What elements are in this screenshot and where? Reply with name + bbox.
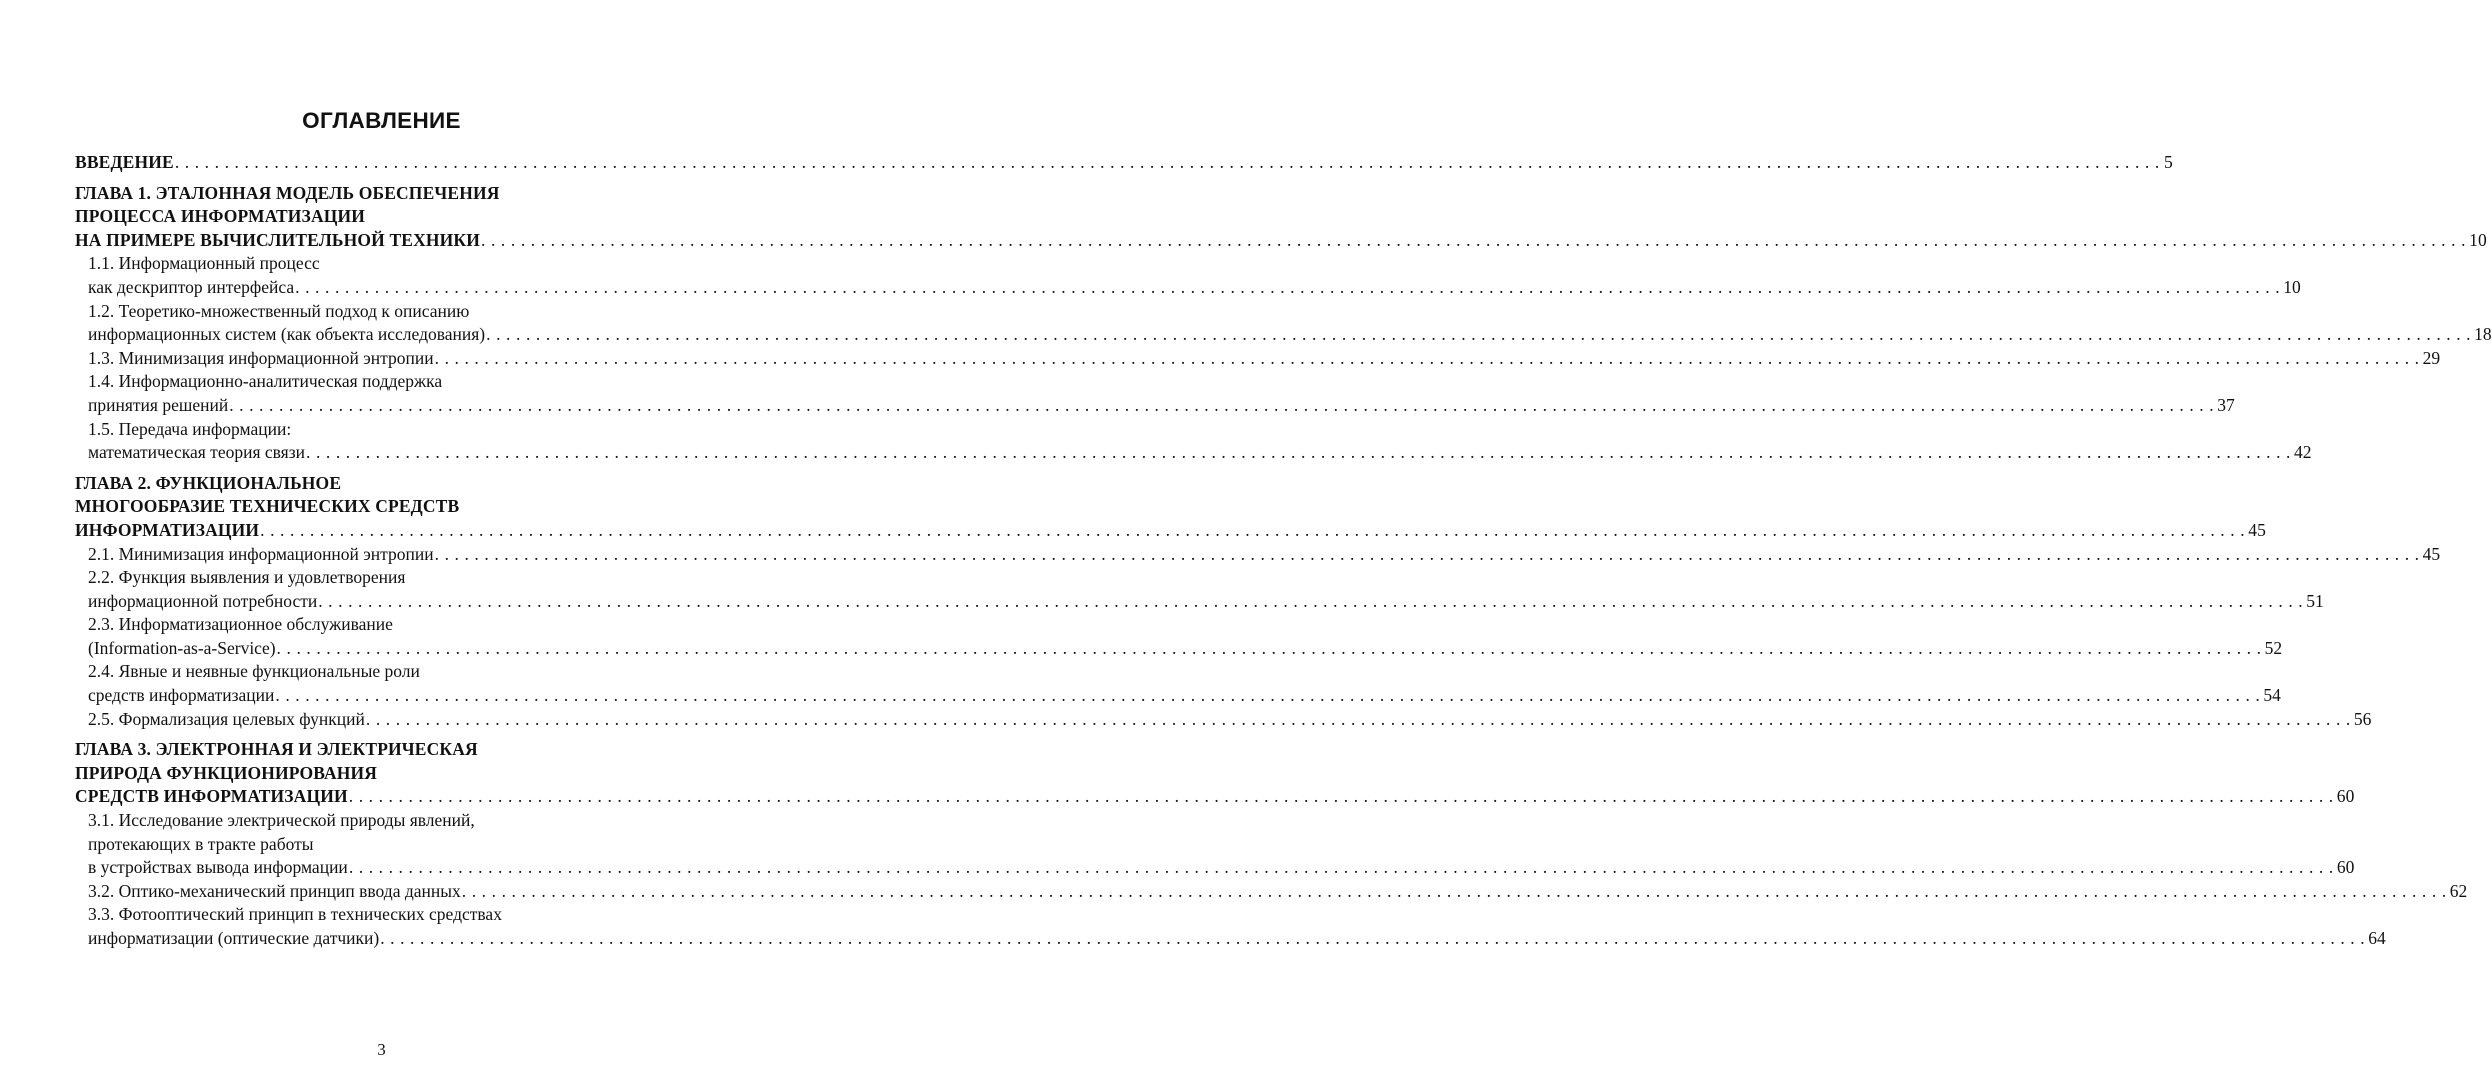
toc-entry-title-line: ПРИРОДА ФУНКЦИОНИРОВАНИЯ bbox=[75, 762, 378, 783]
dot-leader: . . . . . . . . . . . . . . . . . . . . . . . . . . . . . . . . . . . . . . . . . . . . . . . . . . . . . . . . . . . . . . . . . . . . . . . . . . . . . . . . . . . . . . . . . . . . . . . . . . . . . . . . . . . . . . . . . . . . . . . . . . . . . . . . . . . . . . . . . . . . . . . . . . . . . . . . . . . . . . . . . . . . . . . . . . . . . . . . . . . . . . . . . . . . . . . . . . . . . . . . bbox=[486, 324, 2472, 345]
toc-entry-title-text: математическая теория связи bbox=[88, 442, 305, 463]
dot-leader: . . . . . . . . . . . . . . . . . . . . . . . . . . . . . . . . . . . . . . . . . . . . . . . . . . . . . . . . . . . . . . . . . . . . . . . . . . . . . . . . . . . . . . . . . . . . . . . . . . . . . . . . . . . . . . . . . . . . . . . . . . . . . . . . . . . . . . . . . . . . . . . . . . . . . . . . . . . . . . . . . . . . . . . . . . . . . . . . . . . . . . . . . . . . . . . . . . . . . . . . bbox=[348, 786, 2334, 807]
toc-entry-title-line: 3.1. Исследование электрической природы явлений, bbox=[88, 810, 475, 831]
toc-chapter-entry[interactable] bbox=[75, 472, 2266, 543]
page-number: 3 bbox=[377, 1040, 386, 1059]
toc-entry-leader-line bbox=[88, 347, 2441, 371]
dot-leader: . . . . . . . . . . . . . . . . . . . . . . . . . . . . . . . . . . . . . . . . . . . . . . . . . . . . . . . . . . . . . . . . . . . . . . . . . . . . . . . . . . . . . . . . . . . . . . . . . . . . . . . . . . . . . . . . . . . . . . . . . . . . . . . . . . . . . . . . . . . . . . . . . . . . . . . . . . . . . . . . . . . . . . . . . . . . . . . . . . . . . . . . . . . . . . . . . . . . . . . . bbox=[260, 519, 2246, 540]
toc-entry-title-line: 1.5. Передача информации: bbox=[88, 418, 292, 439]
toc-page-number: 45 bbox=[2422, 543, 2441, 564]
toc-entry-title-text: 1.3. Минимизация информационной энтропии bbox=[88, 347, 434, 368]
toc-entry-leader-line bbox=[88, 880, 2468, 904]
toc-page-number: 56 bbox=[2353, 708, 2372, 729]
dot-leader: . . . . . . . . . . . . . . . . . . . . . . . . . . . . . . . . . . . . . . . . . . . . . . . . . . . . . . . . . . . . . . . . . . . . . . . . . . . . . . . . . . . . . . . . . . . . . . . . . . . . . . . . . . . . . . . . . . . . . . . . . . . . . . . . . . . . . . . . . . . . . . . . . . . . . . . . . . . . . . . . . . . . . . . . . . . . . . . . . . . . . . . . . . . . . . . . . . . . . . . . bbox=[434, 347, 2420, 368]
toc-page-number: 5 bbox=[2163, 152, 2173, 172]
toc-entry-leader-line bbox=[88, 323, 2492, 347]
table-of-contents bbox=[75, 151, 2492, 951]
toc-page-number: 51 bbox=[2306, 590, 2324, 611]
toc-page-number: 45 bbox=[2248, 519, 2266, 540]
toc-entry-title-text: средств информатизации bbox=[88, 685, 275, 706]
toc-entry-leader-line bbox=[88, 276, 2301, 300]
toc-chapter-entry[interactable] bbox=[75, 182, 2487, 253]
dot-leader: . . . . . . . . . . . . . . . . . . . . . . . . . . . . . . . . . . . . . . . . . . . . . . . . . . . . . . . . . . . . . . . . . . . . . . . . . . . . . . . . . . . . . . . . . . . . . . . . . . . . . . . . . . . . . . . . . . . . . . . . . . . . . . . . . . . . . . . . . . . . . . . . . . . . . . . . . . . . . . . . . . . . . . . . . . . . . . . . . . . . . . . . . . . . . . . . . . . . . . . . bbox=[348, 857, 2334, 878]
toc-page-number: 60 bbox=[2336, 857, 2355, 878]
toc-section-entry[interactable] bbox=[75, 708, 2372, 732]
toc-entry-title-text: информационных систем (как объекта исследования) bbox=[88, 324, 486, 345]
dot-leader: . . . . . . . . . . . . . . . . . . . . . . . . . . . . . . . . . . . . . . . . . . . . . . . . . . . . . . . . . . . . . . . . . . . . . . . . . . . . . . . . . . . . . . . . . . . . . . . . . . . . . . . . . . . . . . . . . . . . . . . . . . . . . . . . . . . . . . . . . . . . . . . . . . . . . . . . . . . . . . . . . . . . . . . . . . . . . . . . . . . . . . . . . . . . . . . . . . . . . . . . bbox=[481, 229, 2467, 250]
toc-entry-leader-line bbox=[88, 637, 2283, 661]
toc-entry-leader-line bbox=[75, 229, 2487, 253]
toc-entry-title-text: НА ПРИМЕРЕ ВЫЧИСЛИТЕЛЬНОЙ ТЕХНИКИ bbox=[75, 229, 481, 250]
dot-leader: . . . . . . . . . . . . . . . . . . . . . . . . . . . . . . . . . . . . . . . . . . . . . . . . . . . . . . . . . . . . . . . . . . . . . . . . . . . . . . . . . . . . . . . . . . . . . . . . . . . . . . . . . . . . . . . . . . . . . . . . . . . . . . . . . . . . . . . . . . . . . . . . . . . . . . . . . . . . . . . . . . . . . . . . . . . . . . . . . . . . . . . . . . . . . . . . . . . . . . . . bbox=[365, 708, 2351, 729]
toc-page-number: 62 bbox=[2449, 880, 2468, 901]
toc-entry-leader-line bbox=[75, 785, 2355, 809]
toc-entry-title-line: 1.2. Теоретико-множественный подход к описанию bbox=[88, 300, 470, 321]
toc-entry-title-text: как дескриптор интерфейса bbox=[88, 276, 295, 297]
toc-entry-title-line: МНОГООБРАЗИЕ ТЕХНИЧЕСКИХ СРЕДСТВ bbox=[75, 496, 460, 517]
toc-entry-title-text: принятия решений bbox=[88, 394, 229, 415]
toc-entry-title-line: 2.2. Функция выявления и удовлетворения bbox=[88, 567, 406, 588]
toc-entry-title-text: 2.5. Формализация целевых функций bbox=[88, 708, 365, 729]
toc-entry-title-text: СРЕДСТВ ИНФОРМАТИЗАЦИИ bbox=[75, 786, 348, 807]
toc-entry-leader-line bbox=[88, 441, 2312, 465]
toc-entry-leader-line bbox=[88, 394, 2235, 418]
toc-entry-title-line: ГЛАВА 1. ЭТАЛОННАЯ МОДЕЛЬ ОБЕСПЕЧЕНИЯ bbox=[75, 182, 500, 203]
toc-entry-title-line: ГЛАВА 2. ФУНКЦИОНАЛЬНОЕ bbox=[75, 472, 342, 493]
page-title: ОГЛАВЛЕНИЕ bbox=[302, 108, 461, 133]
toc-entry-leader-line bbox=[88, 543, 2441, 567]
toc-section-entry[interactable] bbox=[75, 903, 2386, 950]
toc-entry-title-line: 2.4. Явные и неявные функциональные роли bbox=[88, 661, 420, 682]
toc-page-number: 42 bbox=[2294, 442, 2312, 463]
toc-section-entry[interactable] bbox=[75, 660, 2281, 707]
toc-page-number: 10 bbox=[2469, 229, 2487, 250]
toc-entry-leader-line bbox=[88, 856, 2355, 880]
toc-chapter-entry[interactable] bbox=[75, 738, 2355, 809]
toc-section-entry[interactable] bbox=[75, 418, 2312, 465]
toc-entry-title-text: (Information-as-a-Service) bbox=[88, 637, 276, 658]
toc-page-number: 54 bbox=[2263, 685, 2281, 706]
dot-leader: . . . . . . . . . . . . . . . . . . . . . . . . . . . . . . . . . . . . . . . . . . . . . . . . . . . . . . . . . . . . . . . . . . . . . . . . . . . . . . . . . . . . . . . . . . . . . . . . . . . . . . . . . . . . . . . . . . . . . . . . . . . . . . . . . . . . . . . . . . . . . . . . . . . . . . . . . . . . . . . . . . . . . . . . . . . . . . . . . . . . . . . . . . . . . . . . . . . . . . . . bbox=[380, 928, 2366, 948]
toc-section-entry[interactable] bbox=[75, 543, 2441, 567]
toc-entry-leader-line bbox=[75, 519, 2266, 543]
toc-entry-title-text: 2.1. Минимизация информационной энтропии bbox=[88, 543, 434, 564]
toc-page-number: 18 bbox=[2474, 324, 2492, 345]
toc-entry-title-text: 3.2. Оптико-механический принцип ввода данных bbox=[88, 880, 461, 901]
toc-entry-leader-line bbox=[88, 708, 2372, 732]
toc-section-entry[interactable] bbox=[75, 809, 2355, 880]
toc-entry-leader-line bbox=[88, 684, 2281, 708]
toc-page-number: 64 bbox=[2368, 928, 2386, 948]
toc-page-number: 10 bbox=[2283, 276, 2301, 297]
toc-entry-title-text: ИНФОРМАТИЗАЦИИ bbox=[75, 519, 260, 540]
toc-chapter-entry[interactable] bbox=[75, 151, 2173, 175]
toc-entry-title-text: информационной потребности bbox=[88, 590, 318, 611]
dot-leader: . . . . . . . . . . . . . . . . . . . . . . . . . . . . . . . . . . . . . . . . . . . . . . . . . . . . . . . . . . . . . . . . . . . . . . . . . . . . . . . . . . . . . . . . . . . . . . . . . . . . . . . . . . . . . . . . . . . . . . . . . . . . . . . . . . . . . . . . . . . . . . . . . . . . . . . . . . . . . . . . . . . . . . . . . . . . . . . . . . . . . . . . . . . . . . . . . . . . . . . . bbox=[174, 152, 2160, 172]
dot-leader: . . . . . . . . . . . . . . . . . . . . . . . . . . . . . . . . . . . . . . . . . . . . . . . . . . . . . . . . . . . . . . . . . . . . . . . . . . . . . . . . . . . . . . . . . . . . . . . . . . . . . . . . . . . . . . . . . . . . . . . . . . . . . . . . . . . . . . . . . . . . . . . . . . . . . . . . . . . . . . . . . . . . . . . . . . . . . . . . . . . . . . . . . . . . . . . . . . . . . . . . bbox=[275, 685, 2261, 706]
dot-leader: . . . . . . . . . . . . . . . . . . . . . . . . . . . . . . . . . . . . . . . . . . . . . . . . . . . . . . . . . . . . . . . . . . . . . . . . . . . . . . . . . . . . . . . . . . . . . . . . . . . . . . . . . . . . . . . . . . . . . . . . . . . . . . . . . . . . . . . . . . . . . . . . . . . . . . . . . . . . . . . . . . . . . . . . . . . . . . . . . . . . . . . . . . . . . . . . . . . . . . . . bbox=[295, 276, 2281, 297]
toc-page-number: 60 bbox=[2336, 786, 2355, 807]
toc-entry-title-line: ПРОЦЕССА ИНФОРМАТИЗАЦИИ bbox=[75, 206, 366, 227]
toc-entry-title-text: информатизации (оптические датчики) bbox=[88, 928, 380, 948]
toc-entry-title-text: ВВЕДЕНИЕ bbox=[75, 152, 174, 172]
toc-page-number: 37 bbox=[2217, 394, 2235, 415]
toc-entry-leader-line bbox=[88, 590, 2324, 614]
toc-section-entry[interactable] bbox=[75, 566, 2324, 613]
dot-leader: . . . . . . . . . . . . . . . . . . . . . . . . . . . . . . . . . . . . . . . . . . . . . . . . . . . . . . . . . . . . . . . . . . . . . . . . . . . . . . . . . . . . . . . . . . . . . . . . . . . . . . . . . . . . . . . . . . . . . . . . . . . . . . . . . . . . . . . . . . . . . . . . . . . . . . . . . . . . . . . . . . . . . . . . . . . . . . . . . . . . . . . . . . . . . . . . . . . . . . . . bbox=[434, 543, 2420, 564]
toc-section-entry[interactable] bbox=[75, 347, 2441, 371]
toc-entry-title-line: 1.1. Информационный процесс bbox=[88, 253, 320, 274]
toc-page-number: 52 bbox=[2264, 637, 2283, 658]
toc-entry-title-line: 2.3. Информатизационное обслуживание bbox=[88, 614, 393, 635]
toc-entry-title-line: 3.3. Фотооптический принцип в технических средствах bbox=[88, 904, 502, 925]
dot-leader: . . . . . . . . . . . . . . . . . . . . . . . . . . . . . . . . . . . . . . . . . . . . . . . . . . . . . . . . . . . . . . . . . . . . . . . . . . . . . . . . . . . . . . . . . . . . . . . . . . . . . . . . . . . . . . . . . . . . . . . . . . . . . . . . . . . . . . . . . . . . . . . . . . . . . . . . . . . . . . . . . . . . . . . . . . . . . . . . . . . . . . . . . . . . . . . . . . . . . . . . bbox=[276, 637, 2262, 658]
dot-leader: . . . . . . . . . . . . . . . . . . . . . . . . . . . . . . . . . . . . . . . . . . . . . . . . . . . . . . . . . . . . . . . . . . . . . . . . . . . . . . . . . . . . . . . . . . . . . . . . . . . . . . . . . . . . . . . . . . . . . . . . . . . . . . . . . . . . . . . . . . . . . . . . . . . . . . . . . . . . . . . . . . . . . . . . . . . . . . . . . . . . . . . . . . . . . . . . . . . . . . . . bbox=[229, 394, 2215, 415]
toc-page-number: 29 bbox=[2422, 347, 2441, 368]
toc-section-entry[interactable] bbox=[75, 613, 2283, 660]
toc-entry-title-line: протекающих в тракте работы bbox=[88, 833, 314, 854]
toc-entry-title-line: 1.4. Информационно-аналитическая поддержка bbox=[88, 371, 443, 392]
toc-section-entry[interactable] bbox=[75, 252, 2301, 299]
toc-entry-title-text: в устройствах вывода информации bbox=[88, 857, 348, 878]
dot-leader: . . . . . . . . . . . . . . . . . . . . . . . . . . . . . . . . . . . . . . . . . . . . . . . . . . . . . . . . . . . . . . . . . . . . . . . . . . . . . . . . . . . . . . . . . . . . . . . . . . . . . . . . . . . . . . . . . . . . . . . . . . . . . . . . . . . . . . . . . . . . . . . . . . . . . . . . . . . . . . . . . . . . . . . . . . . . . . . . . . . . . . . . . . . . . . . . . . . . . . . . bbox=[318, 590, 2304, 611]
toc-section-entry[interactable] bbox=[75, 300, 2492, 347]
toc-entry-leader-line bbox=[88, 927, 2386, 951]
dot-leader: . . . . . . . . . . . . . . . . . . . . . . . . . . . . . . . . . . . . . . . . . . . . . . . . . . . . . . . . . . . . . . . . . . . . . . . . . . . . . . . . . . . . . . . . . . . . . . . . . . . . . . . . . . . . . . . . . . . . . . . . . . . . . . . . . . . . . . . . . . . . . . . . . . . . . . . . . . . . . . . . . . . . . . . . . . . . . . . . . . . . . . . . . . . . . . . . . . . . . . . . bbox=[461, 880, 2447, 901]
toc-entry-leader-line bbox=[75, 151, 2173, 175]
toc-section-entry[interactable] bbox=[75, 370, 2235, 417]
toc-section-entry[interactable] bbox=[75, 880, 2468, 904]
dot-leader: . . . . . . . . . . . . . . . . . . . . . . . . . . . . . . . . . . . . . . . . . . . . . . . . . . . . . . . . . . . . . . . . . . . . . . . . . . . . . . . . . . . . . . . . . . . . . . . . . . . . . . . . . . . . . . . . . . . . . . . . . . . . . . . . . . . . . . . . . . . . . . . . . . . . . . . . . . . . . . . . . . . . . . . . . . . . . . . . . . . . . . . . . . . . . . . . . . . . . . . . bbox=[306, 442, 2292, 463]
toc-entry-title-line: ГЛАВА 3. ЭЛЕКТРОННАЯ И ЭЛЕКТРИЧЕСКАЯ bbox=[75, 739, 478, 760]
